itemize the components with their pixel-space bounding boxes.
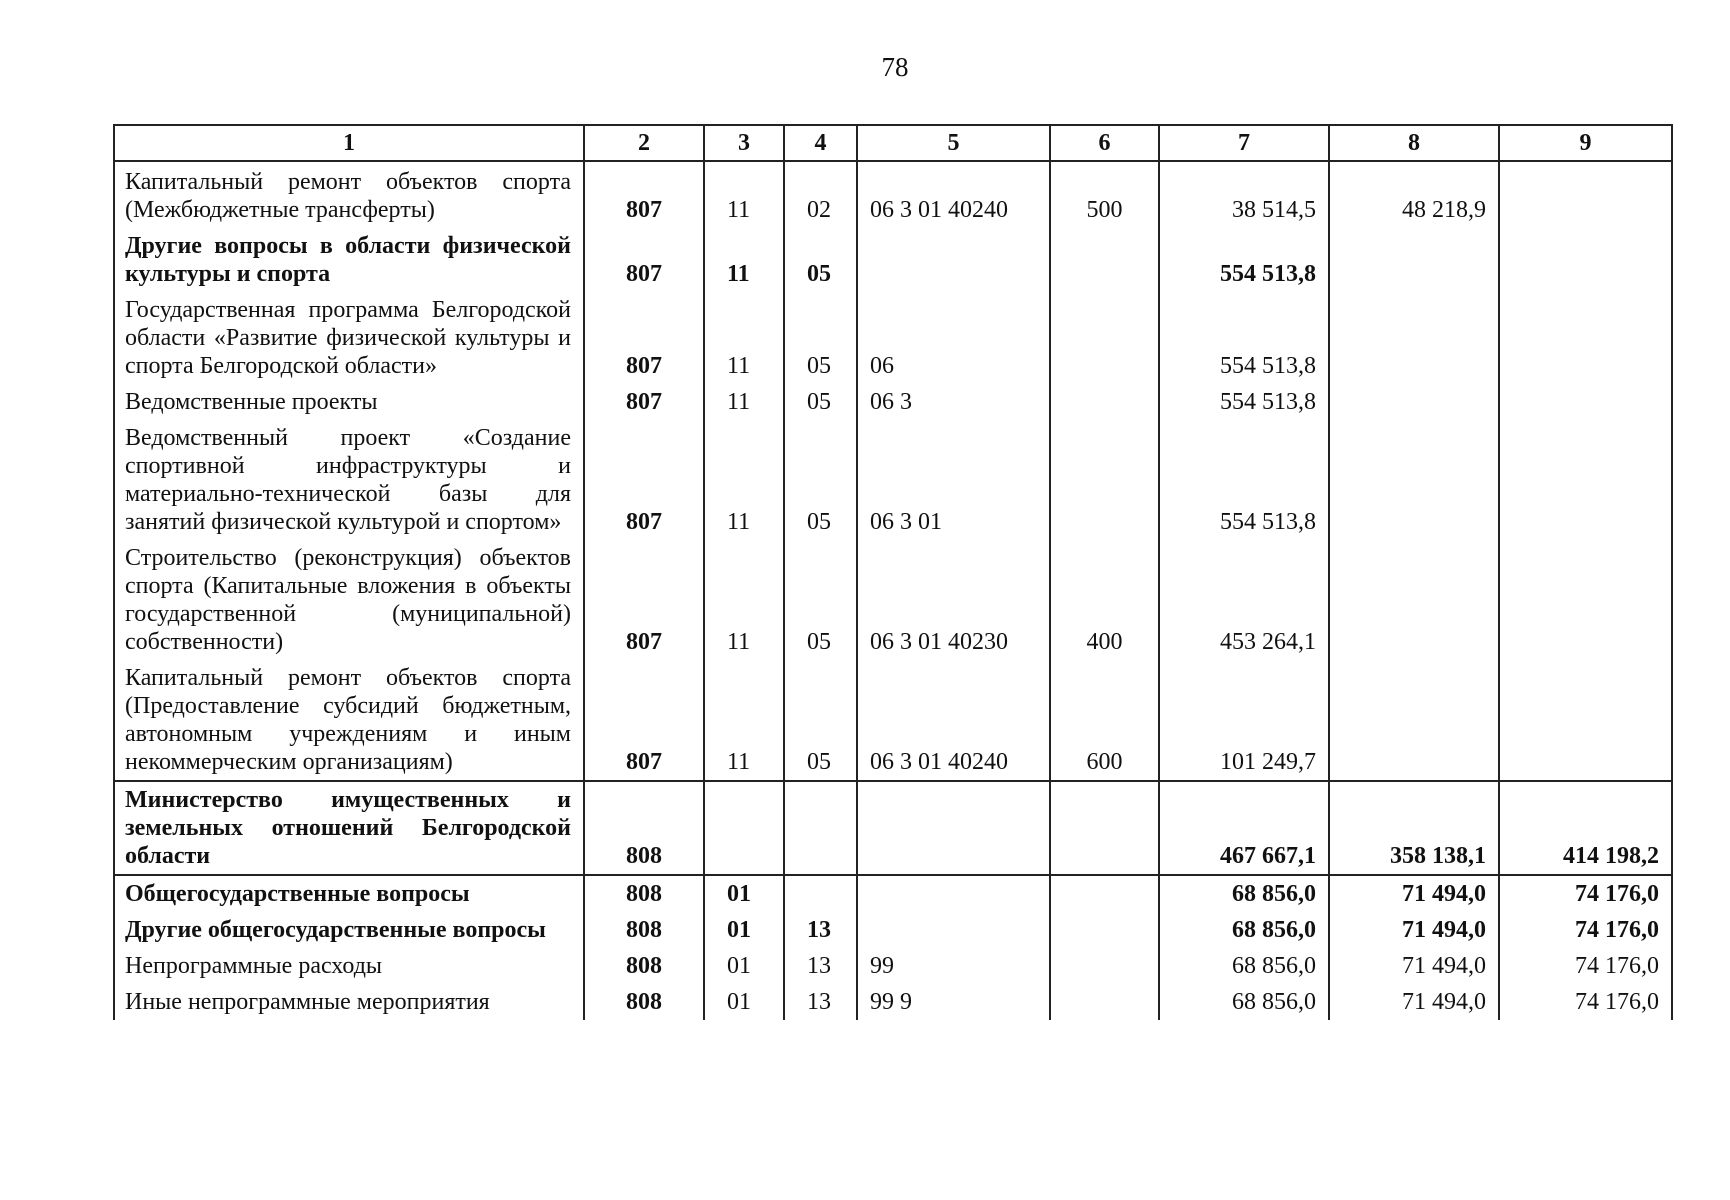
amount-col-8 xyxy=(1329,384,1499,420)
section-code: 01 xyxy=(704,875,784,912)
amount-col-8: 71 494,0 xyxy=(1329,984,1499,1020)
amount-col-7: 554 513,8 xyxy=(1159,228,1329,292)
target-article-code: 06 3 01 40240 xyxy=(857,660,1050,781)
target-article-code xyxy=(857,875,1050,912)
header-row xyxy=(114,125,1672,161)
table-row xyxy=(114,912,1672,948)
subsection-code: 13 xyxy=(784,948,857,984)
amount-col-8: 71 494,0 xyxy=(1329,948,1499,984)
amount-col-9: 74 176,0 xyxy=(1499,875,1672,912)
amount-col-7: 101 249,7 xyxy=(1159,660,1329,781)
amount-col-7: 453 264,1 xyxy=(1159,540,1329,660)
ministry-code: 807 xyxy=(584,420,704,540)
row-description: Строительство (реконструкция) объектов спорта (Капитальные вложения в объекты государственной (муниципальной) собственности) xyxy=(114,540,584,660)
budget-table xyxy=(113,124,1673,1020)
ministry-code: 807 xyxy=(584,540,704,660)
subsection-code: 02 xyxy=(784,161,857,228)
table-row xyxy=(114,420,1672,540)
column-header: 5 xyxy=(857,125,1050,161)
amount-col-9 xyxy=(1499,420,1672,540)
table-row xyxy=(114,384,1672,420)
row-description: Капитальный ремонт объектов спорта (Предоставление субсидий бюджетным, автономным учреждениям и иным некоммерческим организациям) xyxy=(114,660,584,781)
target-article-code: 06 3 01 40230 xyxy=(857,540,1050,660)
amount-col-7: 467 667,1 xyxy=(1159,781,1329,875)
ministry-code: 808 xyxy=(584,948,704,984)
target-article-code: 06 3 01 xyxy=(857,420,1050,540)
amount-col-7: 68 856,0 xyxy=(1159,875,1329,912)
amount-col-9 xyxy=(1499,384,1672,420)
ministry-code: 807 xyxy=(584,228,704,292)
amount-col-7: 68 856,0 xyxy=(1159,912,1329,948)
expense-type-code xyxy=(1050,384,1159,420)
amount-col-7: 554 513,8 xyxy=(1159,420,1329,540)
amount-col-7: 68 856,0 xyxy=(1159,984,1329,1020)
table-body xyxy=(114,161,1672,1020)
amount-col-8 xyxy=(1329,540,1499,660)
ministry-code: 808 xyxy=(584,875,704,912)
ministry-code: 807 xyxy=(584,660,704,781)
amount-col-8 xyxy=(1329,420,1499,540)
target-article-code: 06 3 xyxy=(857,384,1050,420)
column-header: 8 xyxy=(1329,125,1499,161)
target-article-code: 06 xyxy=(857,292,1050,384)
column-header: 2 xyxy=(584,125,704,161)
amount-col-7: 38 514,5 xyxy=(1159,161,1329,228)
amount-col-7: 554 513,8 xyxy=(1159,384,1329,420)
table-row xyxy=(114,984,1672,1020)
column-header: 3 xyxy=(704,125,784,161)
amount-col-9: 414 198,2 xyxy=(1499,781,1672,875)
amount-col-9: 74 176,0 xyxy=(1499,912,1672,948)
row-description: Ведомственный проект «Создание спортивной инфраструктуры и материально-технической базы для занятий физической культурой и спортом» xyxy=(114,420,584,540)
subsection-code: 05 xyxy=(784,420,857,540)
amount-col-7: 554 513,8 xyxy=(1159,292,1329,384)
subsection-code: 13 xyxy=(784,984,857,1020)
target-article-code: 99 9 xyxy=(857,984,1050,1020)
target-article-code xyxy=(857,781,1050,875)
expense-type-code xyxy=(1050,420,1159,540)
table-row xyxy=(114,161,1672,228)
table-row xyxy=(114,660,1672,781)
amount-col-7: 68 856,0 xyxy=(1159,948,1329,984)
table-row xyxy=(114,781,1672,875)
row-description: Государственная программа Белгородской области «Развитие физической культуры и спорта Белгородской области» xyxy=(114,292,584,384)
section-code: 11 xyxy=(704,420,784,540)
subsection-code: 05 xyxy=(784,292,857,384)
amount-col-8 xyxy=(1329,660,1499,781)
subsection-code: 05 xyxy=(784,384,857,420)
expense-type-code xyxy=(1050,984,1159,1020)
table-row xyxy=(114,228,1672,292)
expense-type-code: 500 xyxy=(1050,161,1159,228)
target-article-code xyxy=(857,912,1050,948)
row-description: Иные непрограммные мероприятия xyxy=(114,984,584,1020)
amount-col-8: 71 494,0 xyxy=(1329,912,1499,948)
table-row xyxy=(114,875,1672,912)
expense-type-code: 400 xyxy=(1050,540,1159,660)
amount-col-8: 71 494,0 xyxy=(1329,875,1499,912)
amount-col-9 xyxy=(1499,161,1672,228)
row-description: Другие общегосударственные вопросы xyxy=(114,912,584,948)
section-code: 01 xyxy=(704,948,784,984)
amount-col-9 xyxy=(1499,292,1672,384)
column-header: 9 xyxy=(1499,125,1672,161)
subsection-code: 05 xyxy=(784,540,857,660)
ministry-code: 808 xyxy=(584,912,704,948)
amount-col-8: 48 218,9 xyxy=(1329,161,1499,228)
table-header xyxy=(114,125,1672,161)
row-description: Капитальный ремонт объектов спорта (Межбюджетные трансферты) xyxy=(114,161,584,228)
amount-col-8 xyxy=(1329,228,1499,292)
expense-type-code xyxy=(1050,228,1159,292)
column-header: 6 xyxy=(1050,125,1159,161)
amount-col-8 xyxy=(1329,292,1499,384)
subsection-code: 05 xyxy=(784,660,857,781)
subsection-code: 13 xyxy=(784,912,857,948)
expense-type-code xyxy=(1050,292,1159,384)
target-article-code: 06 3 01 40240 xyxy=(857,161,1050,228)
section-code: 11 xyxy=(704,292,784,384)
section-code: 11 xyxy=(704,660,784,781)
amount-col-9 xyxy=(1499,540,1672,660)
table-row xyxy=(114,948,1672,984)
section-code xyxy=(704,781,784,875)
section-code: 11 xyxy=(704,161,784,228)
amount-col-9: 74 176,0 xyxy=(1499,948,1672,984)
subsection-code xyxy=(784,781,857,875)
target-article-code: 99 xyxy=(857,948,1050,984)
table-row xyxy=(114,292,1672,384)
row-description: Непрограммные расходы xyxy=(114,948,584,984)
amount-col-9: 74 176,0 xyxy=(1499,984,1672,1020)
subsection-code xyxy=(784,875,857,912)
section-code: 01 xyxy=(704,912,784,948)
section-code: 11 xyxy=(704,228,784,292)
row-description: Министерство имущественных и земельных отношений Белгородской области xyxy=(114,781,584,875)
page-number: 78 xyxy=(881,52,909,82)
column-header: 4 xyxy=(784,125,857,161)
row-description: Другие вопросы в области физической культуры и спорта xyxy=(114,228,584,292)
amount-col-8: 358 138,1 xyxy=(1329,781,1499,875)
subsection-code: 05 xyxy=(784,228,857,292)
expense-type-code xyxy=(1050,948,1159,984)
expense-type-code xyxy=(1050,875,1159,912)
column-header: 1 xyxy=(114,125,584,161)
ministry-code: 807 xyxy=(584,292,704,384)
column-header: 7 xyxy=(1159,125,1329,161)
amount-col-9 xyxy=(1499,228,1672,292)
ministry-code: 807 xyxy=(584,161,704,228)
expense-type-code xyxy=(1050,781,1159,875)
ministry-code: 808 xyxy=(584,781,704,875)
section-code: 11 xyxy=(704,384,784,420)
section-code: 11 xyxy=(704,540,784,660)
ministry-code: 808 xyxy=(584,984,704,1020)
expense-type-code: 600 xyxy=(1050,660,1159,781)
row-description: Ведомственные проекты xyxy=(114,384,584,420)
expense-type-code xyxy=(1050,912,1159,948)
section-code: 01 xyxy=(704,984,784,1020)
amount-col-9 xyxy=(1499,660,1672,781)
ministry-code: 807 xyxy=(584,384,704,420)
table-row xyxy=(114,540,1672,660)
row-description: Общегосударственные вопросы xyxy=(114,875,584,912)
target-article-code xyxy=(857,228,1050,292)
